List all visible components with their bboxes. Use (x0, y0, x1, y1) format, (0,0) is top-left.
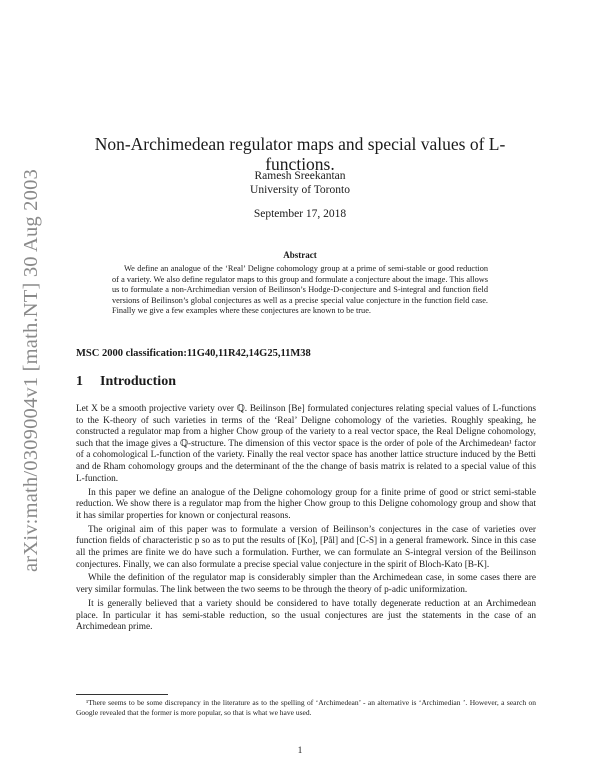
paragraph: While the definition of the regulator map is considerably simpler than the Archimedean case, in some cases there are very similar formulas. The link between the two seems to be through the theory of p-adic uniformization. (76, 573, 536, 596)
arxiv-stamp (8, 160, 54, 580)
paragraph: It is generally believed that a variety should be considered to have totally degenerate reduction at an Archimedean place. In particular it has semi-stable reduction, so the usual conjectures are just the statements in the case of an Archimedean prime. (76, 599, 536, 633)
footnote: ¹There seems to be some discrepancy in the literature as to the spelling of ‘Archimedean’ - an alternative is ‘Archimedian ’. However, a search on Google revealed that the former is more popular, so that is what we have used. (76, 698, 536, 717)
msc-classification: MSC 2000 classification:11G40,11R42,14G25,11M38 (76, 348, 311, 359)
abstract-text: We define an analogue of the ‘Real’ Deligne cohomology group at a prime of semi-stable or good reduction of a variety. We also define regulator maps to this group and formulate a conjecture about the image. This allows us to formulate a non-Archimedian version of Beilinson’s Hodge-D-conjecture and S-integral and function field versions of Beilinson’s global conjectures as well as a precise special value conjecture in the function field case. Finally we give a few examples where these conjectures are known to be true. (112, 264, 488, 316)
paragraph: Let X be a smooth projective variety over ℚ. Beilinson [Be] formulated conjectures relating special values of L-functions to the K-theory of such varieties in terms of the ‘Real’ Deligne cohomology of the varieties. Roughly speaking, he constructed a regulator map from a higher Chow group of the variety to a real vector space, the Real Deligne cohomology, such that the image gives a ℚ-structure. The dimension of this vector space is the order of pole of the Archimedean¹ factor of a cohomological L-function of the variety. Finally the real vector space has another lattice structure induced by the Betti and de Rham cohomology groups and the determinant of the the change of basis matrix is related to a special value of this L-function. (76, 404, 536, 484)
paragraph: The original aim of this paper was to formulate a version of Beilinson’s conjectures in the case of varieties over function fields of characteristic p so as to put the results of [Ko], [Pål] and [C-S] in a general framework. Since in this case all the primes are finite we do have such a formulation. Further, we can formulate an S-integral version of the Beilinson conjectures. Finally, we can also formulate a precise special value conjecture in the spirit of Bloch-Kato [B-K]. (76, 524, 536, 570)
section-title: Introduction (100, 374, 176, 389)
paragraph: In this paper we define an analogue of the Deligne cohomology group for a finite prime of good or strict semi-stable reduction. We show there is a regulator map from the higher Chow group to this Deligne cohomology group and show that it has similar properties for known or conjectural reasons. (76, 487, 536, 521)
section-heading (76, 374, 536, 390)
abstract-heading: Abstract (283, 250, 317, 260)
section-body (76, 404, 536, 636)
paper-title: Non-Archimedean regulator maps and special values of L-functions. (94, 134, 506, 174)
arxiv-stamp-text: arXiv:math/0309004v1 [math.NT] 30 Aug 2003 (19, 168, 42, 572)
section-number: 1 (76, 374, 83, 389)
paper-date: September 17, 2018 (253, 208, 347, 220)
author-name: Ramesh Sreekantan (254, 170, 346, 182)
footnote-rule (76, 694, 168, 695)
page-number: 1 (297, 746, 303, 756)
author-affiliation: University of Toronto (250, 184, 350, 196)
